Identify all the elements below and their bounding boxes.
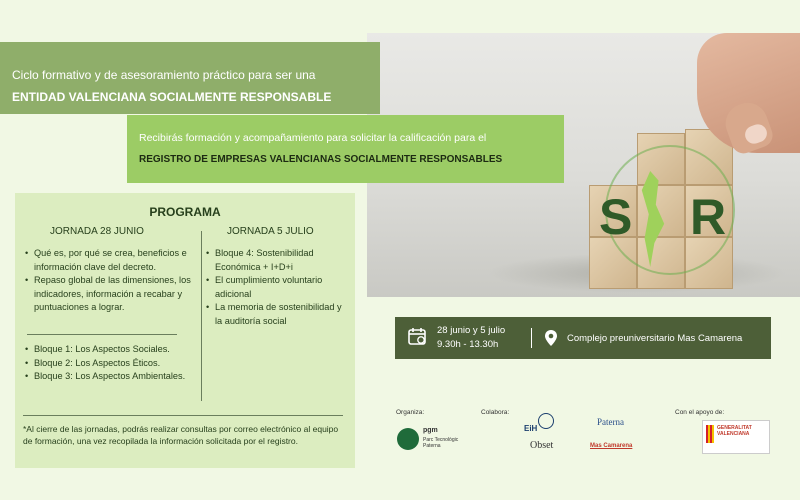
subtitle-line-2: REGISTRO DE EMPRESAS VALENCIANAS SOCIALMENTE RESPONSABLES xyxy=(139,154,503,165)
letter-r: R xyxy=(690,189,727,245)
day2-list xyxy=(206,247,346,328)
event-hours: 9.30h - 13.30h xyxy=(437,339,499,350)
list-item: • Bloque 4: Sostenibilidad Económica + I+D+i xyxy=(206,247,346,274)
list-item: • Bloque 3: Los Aspectos Ambientales. xyxy=(25,370,195,384)
event-location: Complejo preuniversitario Mas Camarena xyxy=(567,333,743,344)
obset-logo-text: Obset xyxy=(530,440,554,451)
letter-s: S xyxy=(599,189,633,245)
parc-tecnologic-logo-text: Parc Tecnològic Paterna xyxy=(423,437,459,449)
list-item: • Bloque 2: Los Aspectos Éticos. xyxy=(25,357,195,371)
location-pin-icon xyxy=(544,329,558,352)
parc-tecnologic-logo-icon xyxy=(397,428,419,450)
eih-logo-text: EiH xyxy=(524,424,538,433)
parc-tecnologic-logo-name: pgm xyxy=(423,427,438,434)
info-bar xyxy=(395,317,771,359)
divider xyxy=(27,334,177,335)
apoyo-label: Con el apoyo de: xyxy=(675,409,725,416)
flag-icon xyxy=(706,425,714,443)
list-item: • La memoria de sostenibilidad y la auditoría social xyxy=(206,301,346,328)
day1-list-2 xyxy=(25,343,195,384)
title-line-1: Ciclo formativo y de asesoramiento práctico para ser una xyxy=(12,68,316,82)
generalitat-logo-text: GENERALITAT VALENCIANA xyxy=(717,425,752,437)
eih-logo-icon xyxy=(538,413,554,429)
paterna-logo-text: Paterna xyxy=(597,417,624,427)
subtitle-line-1: Recibirás formación y acompañamiento para solicitar la calificación para el xyxy=(139,132,487,144)
mas-camarena-logo-text: Mas Camarena xyxy=(590,443,633,449)
calendar-icon xyxy=(407,326,427,351)
generalitat-logo xyxy=(702,420,770,454)
day1-list-1 xyxy=(25,247,195,315)
day1-heading: JORNADA 28 JUNIO xyxy=(50,226,144,237)
footnote: *Al cierre de las jornadas, podrás realizar consultas por correo electrónico al equipo de formación, una vez recopilada la información solicitada por el registro. xyxy=(23,424,339,446)
program-title: PROGRAMA xyxy=(149,205,221,219)
divider xyxy=(531,328,532,348)
program-panel xyxy=(15,193,355,468)
colabora-label: Colabora: xyxy=(481,409,510,416)
list-item: • El cumplimiento voluntario adicional xyxy=(206,274,346,301)
list-item: • Qué es, por qué se crea, beneficios e información clave del decreto. xyxy=(25,247,195,274)
organiza-label: Organiza: xyxy=(396,409,425,416)
title-banner xyxy=(0,42,380,114)
subtitle-banner xyxy=(127,115,564,183)
day2-heading: JORNADA 5 JULIO xyxy=(227,226,314,237)
divider xyxy=(23,415,343,416)
event-dates: 28 junio y 5 julio xyxy=(437,325,506,336)
list-item: • Repaso global de las dimensiones, los indicadores, información a recabar y puntuaciones a lograr. xyxy=(25,274,195,315)
title-line-2: ENTIDAD VALENCIANA SOCIALMENTE RESPONSABLE xyxy=(12,90,332,104)
column-divider xyxy=(201,231,202,401)
list-item: • Bloque 1: Los Aspectos Sociales. xyxy=(25,343,195,357)
